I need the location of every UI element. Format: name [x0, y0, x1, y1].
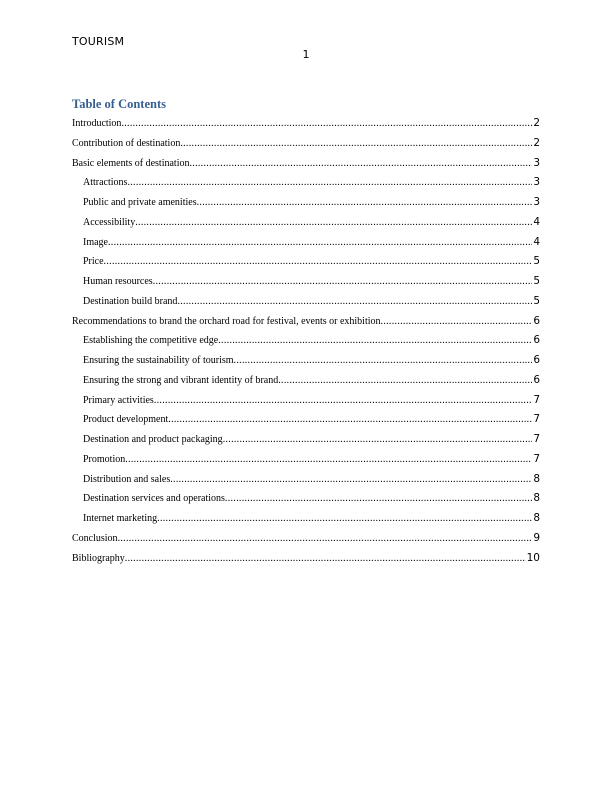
toc-dot-leader	[218, 335, 532, 346]
toc-entry[interactable]	[72, 176, 540, 196]
toc-entry-page: 7	[533, 393, 540, 406]
toc-entry[interactable]	[72, 394, 540, 414]
toc-entry-text: Image	[83, 236, 108, 248]
toc-entry[interactable]	[72, 512, 540, 532]
toc-entry-text: Internet marketing	[83, 513, 158, 524]
toc-dot-leader	[168, 414, 532, 425]
toc-entry-page: 2	[533, 136, 540, 149]
toc-entry-text: Destination build brand	[83, 295, 178, 307]
toc-entry[interactable]	[72, 492, 540, 512]
toc-dot-leader	[157, 513, 532, 524]
toc-entry-page: 6	[533, 314, 540, 327]
toc-dot-leader	[223, 434, 533, 445]
toc-dot-leader	[154, 395, 532, 406]
toc-entry-page: 8	[533, 492, 540, 505]
toc-entry[interactable]	[72, 295, 540, 315]
toc-dot-leader	[153, 276, 533, 287]
toc-entry[interactable]	[72, 275, 540, 295]
toc-entry[interactable]	[72, 552, 540, 572]
toc-entry-text: Recommendations to brand the orchard road for festival, events or exhibition	[72, 315, 381, 327]
toc-entry-page: 7	[533, 413, 540, 426]
toc-entry-page: 3	[533, 156, 540, 169]
toc-entry[interactable]	[72, 117, 540, 137]
toc-dot-leader	[118, 533, 533, 544]
toc-entry[interactable]	[72, 374, 540, 394]
toc-dot-leader	[197, 197, 533, 208]
toc-entry[interactable]	[72, 255, 540, 275]
toc-heading: Table of Contents	[72, 97, 166, 111]
toc-entry-page: 3	[533, 176, 540, 189]
toc-entry-text: Distribution and sales	[83, 473, 171, 485]
toc-entry-page: 7	[533, 433, 540, 445]
toc-entry-page: 6	[533, 373, 540, 386]
toc-dot-leader	[135, 217, 532, 228]
toc-entry[interactable]	[72, 433, 540, 453]
toc-entry[interactable]	[72, 196, 540, 216]
toc-entry[interactable]	[72, 413, 540, 433]
toc-entry-page: 4	[533, 215, 540, 228]
toc-dot-leader	[104, 256, 533, 267]
toc-entry-text: Accessibility	[83, 216, 136, 228]
toc-entry-text: Establishing the competitive edge	[83, 335, 219, 347]
toc-dot-leader	[177, 296, 532, 307]
toc-dot-leader	[180, 138, 532, 149]
toc-entry[interactable]	[72, 354, 540, 374]
toc-dot-leader	[170, 474, 532, 485]
toc-entry-page: 2	[533, 117, 540, 129]
toc-dot-leader	[125, 553, 526, 564]
header-title: TOURISM	[72, 35, 125, 48]
toc-entry[interactable]	[72, 157, 540, 177]
toc-entry-text: Ensuring the strong and vibrant identity of brand	[83, 374, 279, 386]
toc-entry-text: Primary activities	[83, 394, 154, 406]
toc-entry-text: Promotion	[83, 453, 126, 465]
toc-entry-text: Human resources	[83, 276, 153, 287]
toc-entry[interactable]	[72, 453, 540, 473]
toc-entry-text: Product development	[83, 414, 169, 426]
toc-dot-leader	[121, 118, 532, 129]
toc-entry-text: Attractions	[83, 177, 128, 189]
toc-entry-page: 8	[533, 472, 540, 485]
toc-entry-page: 3	[533, 196, 540, 208]
toc-entry-text: Price	[83, 256, 104, 268]
toc-entry-text: Contribution of destination	[72, 137, 181, 149]
toc-entry[interactable]	[72, 532, 540, 552]
toc-entry-page: 10	[526, 551, 540, 564]
toc-entry[interactable]	[72, 473, 540, 493]
toc-entry-page: 8	[533, 512, 540, 524]
toc-entry-page: 7	[533, 452, 540, 465]
toc-entry-text: Bibliography	[72, 552, 125, 564]
toc-entry[interactable]	[72, 236, 540, 256]
toc-entry-page: 5	[533, 294, 540, 307]
toc-entry-page: 6	[533, 334, 540, 347]
toc-dot-leader	[278, 375, 532, 386]
table-of-contents	[72, 117, 540, 571]
toc-entry[interactable]	[72, 137, 540, 157]
toc-entry[interactable]	[72, 334, 540, 354]
toc-entry-page: 5	[533, 255, 540, 268]
toc-dot-leader	[381, 316, 533, 327]
toc-entry-text: Public and private amenities	[83, 197, 197, 208]
toc-dot-leader	[234, 355, 533, 366]
toc-entry-text: Ensuring the sustainability of tourism	[83, 355, 234, 366]
toc-dot-leader	[189, 158, 532, 169]
toc-dot-leader	[127, 177, 532, 188]
toc-dot-leader	[108, 237, 532, 248]
toc-entry-page: 5	[533, 275, 540, 287]
page-number: 1	[302, 48, 310, 61]
toc-entry-page: 9	[533, 531, 540, 544]
toc-entry-text: Destination and product packaging	[83, 434, 223, 445]
toc-entry-page: 4	[533, 235, 540, 248]
toc-dot-leader	[225, 493, 532, 504]
toc-entry[interactable]	[72, 216, 540, 236]
toc-entry-text: Conclusion	[72, 532, 118, 544]
toc-dot-leader	[125, 454, 532, 465]
toc-entry-text: Introduction	[72, 118, 122, 129]
toc-entry-page: 6	[533, 354, 540, 366]
toc-entry-text: Destination services and operations	[83, 493, 225, 505]
toc-entry-text: Basic elements of destination	[72, 157, 190, 169]
toc-entry[interactable]	[72, 315, 540, 335]
